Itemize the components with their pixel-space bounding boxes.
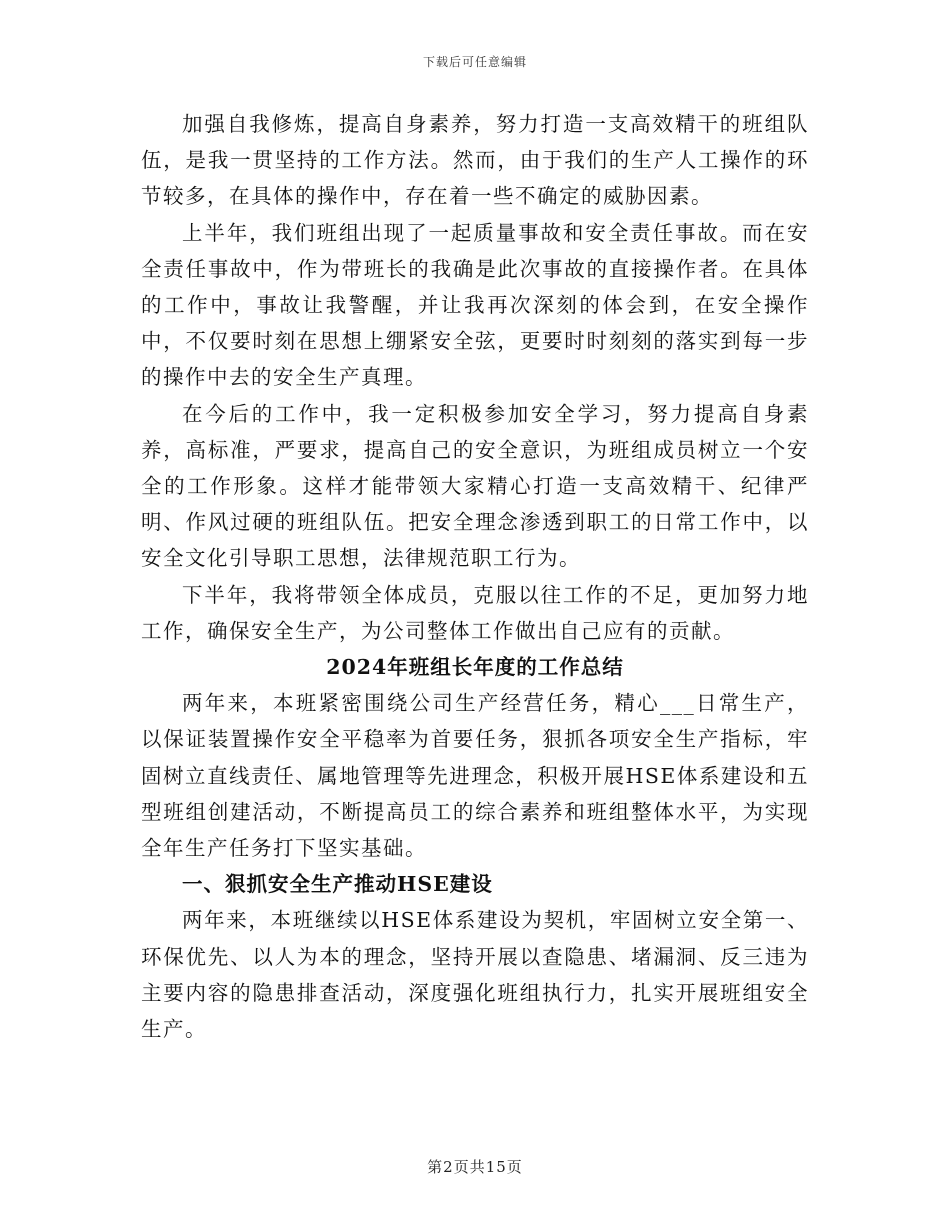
body-paragraph: 上半年，我们班组出现了一起质量事故和安全责任事故。而在安全责任事故中，作为带班长的我确是此次事故的直接操作者。在具体的工作中，事故让我警醒，并让我再次深刻的体会到，在安全操作中，不仅要时刻在思想上绷紧安全弦，更要时时刻刻的落实到每一步的操作中去的安全生产真理。	[141, 220, 809, 390]
page-header: 下载后可任意编辑	[422, 55, 527, 69]
section-paragraph: 两年来，本班继续以HSE体系建设为契机，牢固树立安全第一、环保优先、以人为本的理念，坚持开展以查隐患、堵漏洞、反三违为主要内容的隐患排查活动，深度强化班组执行力，扎实开展班组安全生产。	[141, 908, 809, 1042]
document-title: 2024年班组长年度的工作总结	[326, 655, 624, 680]
body-paragraph: 下半年，我将带领全体成员，克服以往工作的不足，更加努力地工作，确保安全生产，为公司整体工作做出自己应有的贡献。	[141, 582, 809, 643]
body-paragraph: 加强自我修炼，提高自身素养，努力打造一支高效精干的班组队伍，是我一贯坚持的工作方法。然而，由于我们的生产人工操作的环节较多，在具体的操作中，存在着一些不确定的威胁因素。	[141, 112, 809, 209]
section-heading: 一、狠抓安全生产推动HSE建设	[182, 872, 493, 897]
page-footer: 第2页共15页	[427, 1158, 523, 1176]
document-body	[141, 106, 809, 1047]
body-paragraph: 在今后的工作中，我一定积极参加安全学习，努力提高自身素养，高标准，严要求，提高自己的安全意识，为班组成员树立一个安全的工作形象。这样才能带领大家精心打造一支高效精干、纪律严明、作风过硬的班组队伍。把安全理念渗透到职工的日常工作中，以安全文化引导职工思想，法律规范职工行为。	[141, 401, 809, 571]
intro-paragraph: 两年来，本班紧密围绕公司生产经营任务，精心___日常生产，以保证装置操作安全平稳率为首要任务，狠抓各项安全生产指标，牢固树立直线责任、属地管理等先进理念，积极开展HSE体系建设和五型班组创建活动，不断提高员工的综合素养和班组整体水平，为实现全年生产任务打下坚实基础。	[141, 691, 809, 861]
